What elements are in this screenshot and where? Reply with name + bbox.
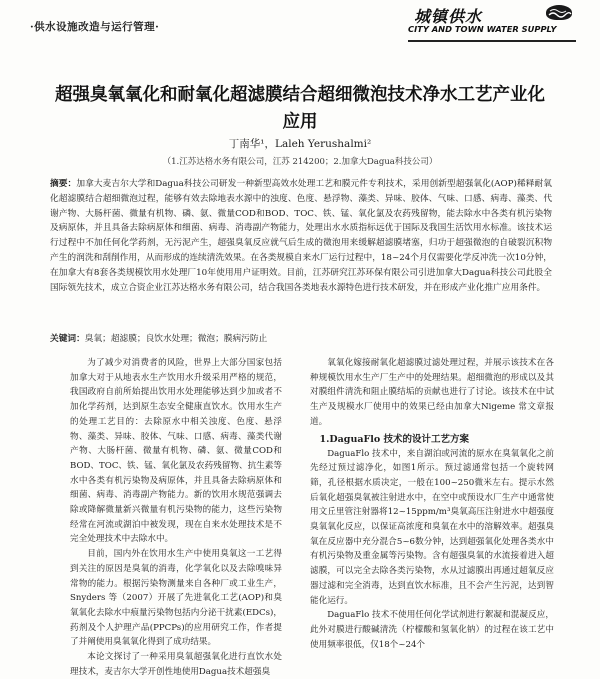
abstract-label: 摘要： xyxy=(50,179,77,189)
body-paragraph: 氧氧化嫁接耐氧化超滤膜过滤处理过程，并展示该技术在各种规模饮用水生产厂生产中的处理结果。超细微泡的形成以及其对膜组件清洗和阻止膜结垢的贡献也进行了讨论。该技术在中试生产及规模水厂使用中的效果已经由加拿大Nigeme 常文章报道。 xyxy=(310,358,554,427)
body-paragraph: 为了减少对消费者的风险，世界上大部分国家包括加拿大对于从地表水生产饮用水升级采用严格的规范，我国政府自前所始提出饮用水处理能够达到少加或者不加化学药剂，达到原生态安全健康直饮水。饮用水生产的处理工艺目的：去除原水中相关浊度、色度、悬浮物、藻类、异味、胶体、气味、口感、病毒、藻类代谢产物、大肠杆菌、微量有机物、磷、氨、微量COD和BOD、TOC、铁、锰、氧化氯及农药残留物、抗生素等水中各类有机污染物及病原体，并且具备去除病原体和细菌、病毒、消毒副产物能力。新的饮用水规范强调去除或降解微量新兴微量有机污染物的能力，这些污染物经常在河流或湖泊中被发现，现在自来水处理技术是不完全处理技术中去除水中。 xyxy=(70,358,282,545)
body-paragraph: 本论文探讨了一种采用臭氧超强氧化进行直饮水处理技术，麦吉尔大学开创性地使用Dagua技术超强臭 xyxy=(70,652,282,677)
body-paragraph: DaguaFlo 技术中，来自湖泊或河流的原水在臭氧氧化之前先经过预过滤净化，如图1所示。预过滤通常包括一个旋转网筛，孔径根据水质决定，一般在100~250微米左右。提示水然后氧化超强臭氧被注射进水中，在空中或预设水厂生产中通常使用文丘里管注射器将12~15ppm/m³臭氧高压注射进水中超强度臭氧氧化反应，以保证高浓度和臭氧在水中的溶解效率。超强臭氧在反应器中充分混合5~6数分钟，达到超强氧化处理各类水中有机污染物及重金属等污染物。含有超强臭氧的水流接着进入超滤膜，可以完全去除各类污染物，水从过滤膜出再通过超氧反应器过滤和完全消毒，达到直饮水标准，且不会产生污泥，达到智能化运行。 xyxy=(310,448,554,606)
journal-name-cn: 城镇供水 xyxy=(414,7,483,26)
section-heading: 1.DaguaFlo 技术的设计工艺方案 xyxy=(319,433,470,445)
header-rule xyxy=(408,40,576,42)
body-paragraph: 目前，国内外在饮用水生产中使用臭氧这一工艺得到关注的原因是臭氧的消毒，化学氧化以及去除嗅味异常物的能力。根据污染物测量来自各种厂或工业生产，Snyders 等（2007）开展了先进氧化工艺(AOP)和臭氧氧化去除水中痕量污染物包括内分泌干扰素(EDCs)，药剂及个人护理产品(PPCPs)的应用研究工作，作者提了并阐使用臭氧氧化得到了成功结果。 xyxy=(70,549,282,648)
abstract-text: 加拿大麦吉尔大学和Dagua科技公司研发一种新型高效水处理工艺和膜元件专利技术，采用创新型超强氧化(AOP)稀释耐氧化超滤膜结合超细微泡过程，能够有效去除地表水源中的浊度、色度、悬浮物、藻类、异味、胶体、气味、口感、病毒、藻类、代谢产物、大肠杆菌、微量有机物、磷、氨、微量COD和BOD、TOC、铁、锰、氧化氯及农药残留物，能去除水中各类有机污染物及病原体，并且具备去除病原体和细菌、病毒、消毒副产物能力，处理出水水质指标远优于国际及我国生活饮用水标准。该技术运行过程中不加任何化学药剂，无污泥产生，超强臭氧反应就气后生成的微泡用来缓解超滤膜堵塞，归功于超强微泡的自破裂沉积物产生的润洗和刮削作用，从而形成的连续清洗效果。在各类规模自来水厂运行过程中，18~24个月仅需要化学反冲洗一次10分钟，在加拿大有8套各类规模饮用水处理厂10年使用用户证明效。目前，江苏研究江苏环保有限公司引进加拿大Dagua科技公司此股全国际领先技术，成立合资企业江苏达格水务有限公司，结合我国各类地表水源特色进行技术研发，并在形成产业化推广应用条件。 xyxy=(50,179,552,293)
journal-brand xyxy=(408,4,576,44)
paper-authors: 丁南华¹，Laleh Yerushalmi² xyxy=(228,138,372,150)
body-paragraph: DaguaFlo 技术不使用任何化学试剂进行絮凝和混凝反应，此外对膜进行酸碱清洗（柠檬酸和氢氧化钠）的过程在该工艺中使用频率很低，仅18个~24个 xyxy=(310,610,554,650)
paper-affiliation: （1.江苏达格水务有限公司，江苏 214200；2.加拿大Dagua科技公司） xyxy=(162,157,438,167)
journal-logo-icon xyxy=(546,5,572,20)
keywords-label: 关键词： xyxy=(50,334,85,344)
paper-title: 超强臭氧氧化和耐氧化超滤膜结合超细微泡技术净水工艺产业化应用 xyxy=(55,85,545,132)
body-column-left xyxy=(70,356,282,677)
section-label: ·供水设施改造与运行管理· xyxy=(30,21,160,33)
keywords xyxy=(50,332,552,346)
journal-name-en: CITY AND TOWN WATER SUPPLY xyxy=(408,24,557,34)
abstract xyxy=(50,177,552,333)
page-header xyxy=(22,4,578,44)
keywords-text: 臭氧；超滤膜；良饮水处理；微泡；膜病污防止 xyxy=(84,334,268,344)
body-column-right xyxy=(310,356,554,671)
